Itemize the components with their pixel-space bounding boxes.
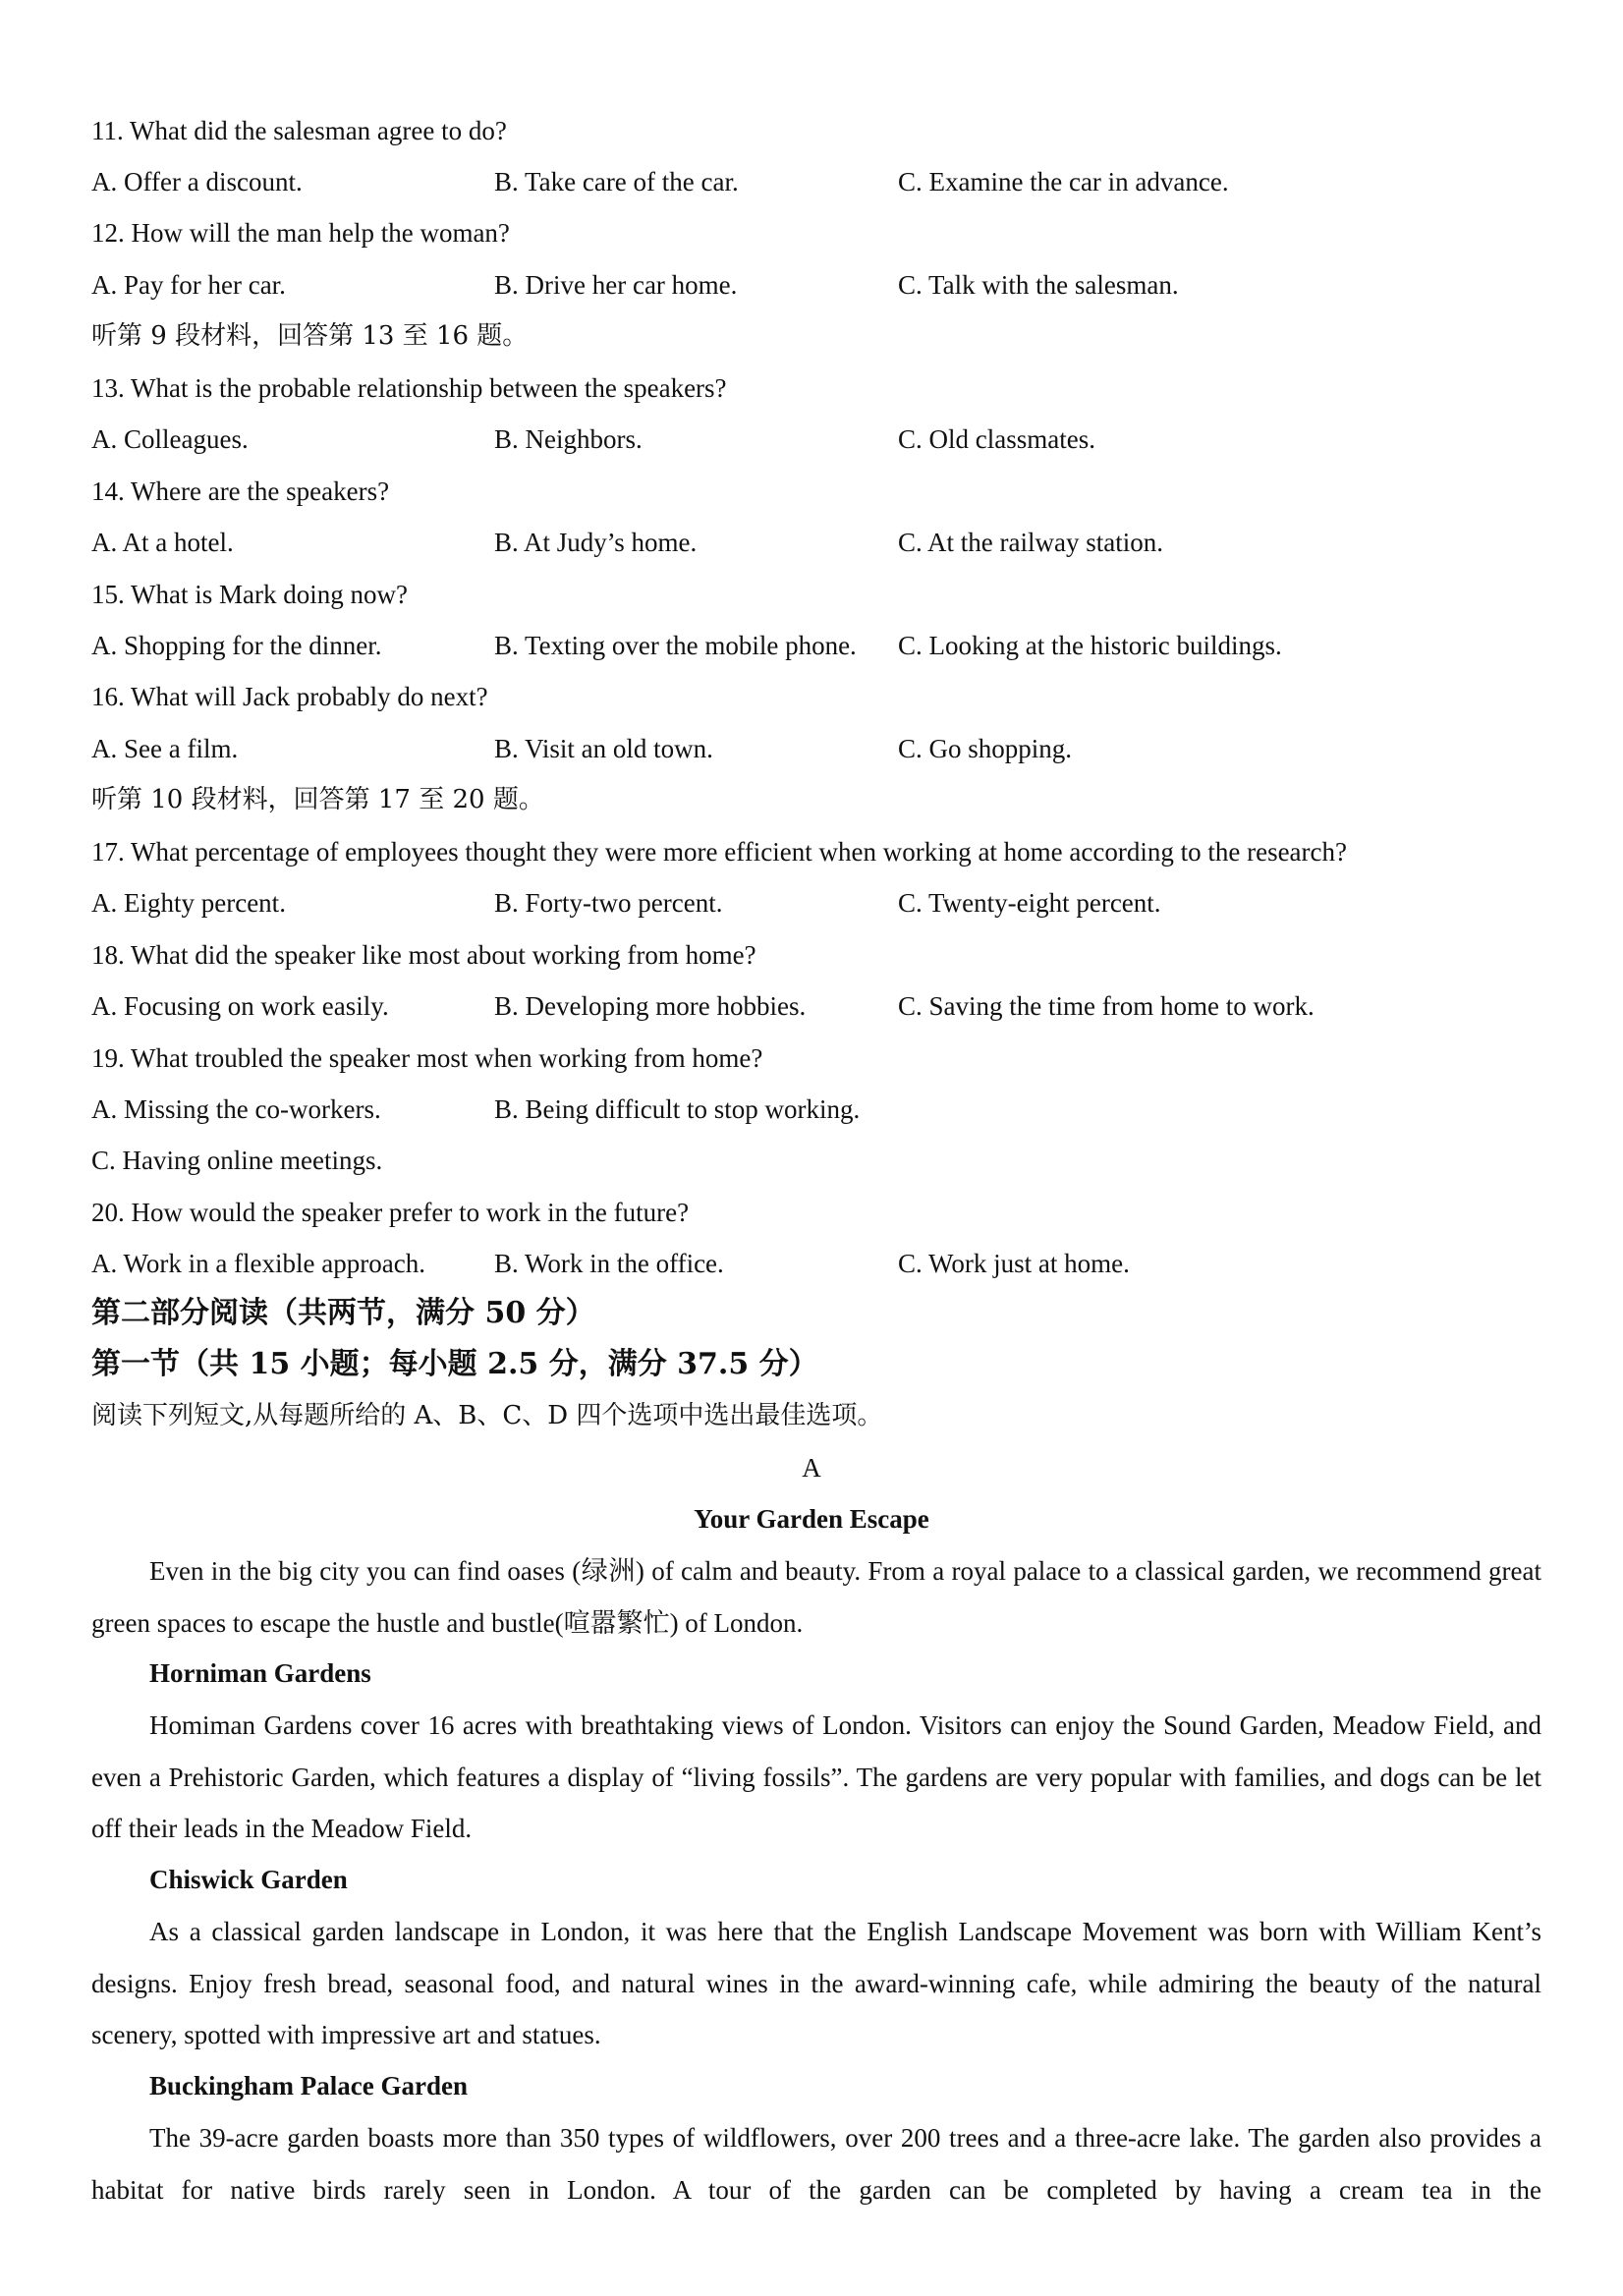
options-17 <box>91 886 1467 920</box>
option-11-a: A. Offer a discount. <box>91 167 303 196</box>
reading-instruction: 阅读下列短文,从每题所给的 A、B、C、D 四个选项中选出最佳选项。 <box>91 1401 883 1430</box>
option-17-c: C. Twenty-eight percent. <box>898 888 1161 918</box>
question-15: 15. What is Mark doing now? <box>91 580 408 609</box>
option-19-a: A. Missing the co-workers. <box>91 1094 381 1124</box>
option-18-a: A. Focusing on work easily. <box>91 991 389 1021</box>
garden-text-horniman: Homiman Gardens cover 16 acres with breathtaking views of London. Visitors can enjoy the Sound Garden, Meadow Field, and even a Prehistoric Garden, which features a display of “living fossils”. The gardens are very popular with families, and dogs can be let off their leads in the Meadow Field. <box>91 1710 1541 1843</box>
garden-text-chiswick: As a classical garden landscape in London, it was here that the English Landscape Movement was born with William Kent’s designs. Enjoy fresh bread, seasonal food, and natural wines in the award-winning cafe, while admiring the beauty of the natural scenery, spotted with impressive art and statues. <box>91 1917 1541 2049</box>
question-16: 16. What will Jack probably do next? <box>91 682 488 711</box>
option-20-a: A. Work in a flexible approach. <box>91 1249 425 1278</box>
options-14 <box>91 526 1467 559</box>
options-19 <box>91 1092 1467 1126</box>
options-20 <box>91 1247 1467 1280</box>
instruction-passage-9: 听第 9 段材料，回答第 13 至 16 题。 <box>91 321 529 351</box>
option-13-b: B. Neighbors. <box>494 424 643 454</box>
garden-heading-buckingham: Buckingham Palace Garden <box>149 2071 469 2100</box>
option-20-c: C. Work just at home. <box>898 1249 1130 1278</box>
option-15-a: A. Shopping for the dinner. <box>91 631 382 660</box>
passage-title: Your Garden Escape <box>694 1504 929 1534</box>
option-14-a: A. At a hotel. <box>91 528 234 557</box>
part-two-title: 第二部分阅读（共两节，满分 50 分） <box>91 1296 595 1330</box>
options-11 <box>91 165 1467 198</box>
section-one-title: 第一节（共 15 小题；每小题 2.5 分，满分 37.5 分） <box>91 1347 818 1381</box>
option-18-b: B. Developing more hobbies. <box>494 991 807 1021</box>
options-16 <box>91 732 1467 765</box>
question-17: 17. What percentage of employees thought they were more efficient when working at home according to the research? <box>91 837 1348 867</box>
option-16-a: A. See a film. <box>91 734 239 763</box>
option-11-b: B. Take care of the car. <box>494 167 739 196</box>
garden-text-buckingham: The 39-acre garden boasts more than 350 types of wildflowers, over 200 trees and a three-acre lake. The garden also provides a habitat for native birds rarely seen in London. A tour of the garden can be completed by having a cream tea in the <box>91 2123 1541 2205</box>
passage-intro: Even in the big city you can find oases (绿洲) of calm and beauty. From a royal palace to a classical garden, we recommend great green spaces to escape the hustle and bustle(喧嚣繁忙) of London. <box>91 1556 1541 1638</box>
question-14: 14. Where are the speakers? <box>91 476 390 506</box>
option-13-c: C. Old classmates. <box>898 424 1095 454</box>
garden-heading-chiswick: Chiswick Garden <box>149 1865 348 1894</box>
option-19-c: C. Having online meetings. <box>91 1146 383 1175</box>
options-13 <box>91 422 1467 456</box>
option-12-c: C. Talk with the salesman. <box>898 270 1179 300</box>
option-18-c: C. Saving the time from home to work. <box>898 991 1315 1021</box>
option-14-b: B. At Judy’s home. <box>494 528 698 557</box>
question-19: 19. What troubled the speaker most when working from home? <box>91 1043 763 1073</box>
options-12 <box>91 268 1467 302</box>
options-15 <box>91 629 1467 662</box>
options-18 <box>91 989 1467 1023</box>
option-17-b: B. Forty-two percent. <box>494 888 723 918</box>
option-16-b: B. Visit an old town. <box>494 734 713 763</box>
option-15-b: B. Texting over the mobile phone. <box>494 631 857 660</box>
option-14-c: C. At the railway station. <box>898 528 1163 557</box>
passage-letter: A <box>802 1453 821 1483</box>
option-19-b: B. Being difficult to stop working. <box>494 1094 861 1124</box>
option-13-a: A. Colleagues. <box>91 424 249 454</box>
question-18: 18. What did the speaker like most about working from home? <box>91 940 756 970</box>
option-15-c: C. Looking at the historic buildings. <box>898 631 1282 660</box>
option-20-b: B. Work in the office. <box>494 1249 724 1278</box>
question-13: 13. What is the probable relationship between the speakers? <box>91 373 727 403</box>
instruction-passage-10: 听第 10 段材料，回答第 17 至 20 题。 <box>91 785 544 814</box>
option-12-a: A. Pay for her car. <box>91 270 286 300</box>
garden-heading-horniman: Horniman Gardens <box>149 1658 371 1688</box>
question-20: 20. How would the speaker prefer to work in the future? <box>91 1198 690 1227</box>
question-12: 12. How will the man help the woman? <box>91 218 510 248</box>
option-16-c: C. Go shopping. <box>898 734 1073 763</box>
option-12-b: B. Drive her car home. <box>494 270 738 300</box>
question-11: 11. What did the salesman agree to do? <box>91 116 507 145</box>
option-11-c: C. Examine the car in advance. <box>898 167 1229 196</box>
option-17-a: A. Eighty percent. <box>91 888 286 918</box>
